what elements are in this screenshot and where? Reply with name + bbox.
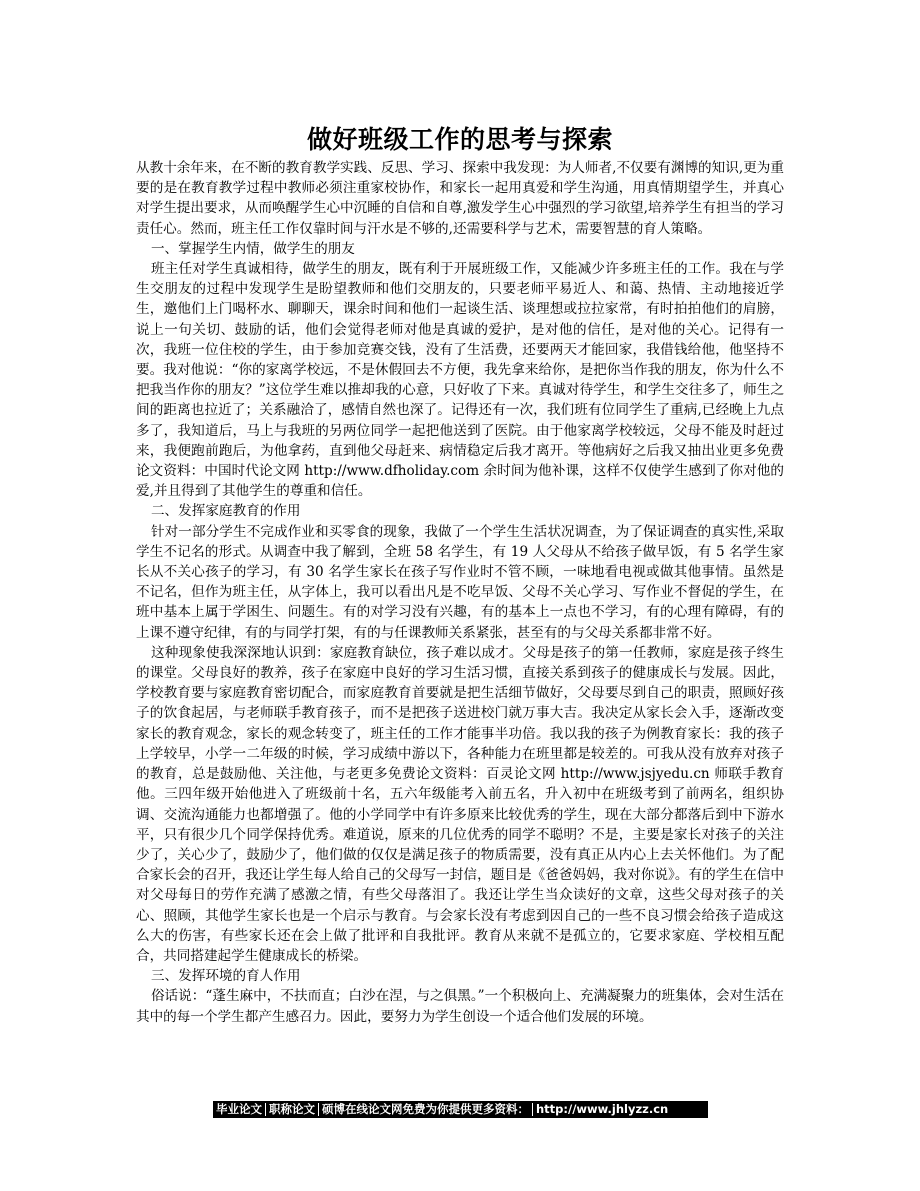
section-heading-1: 一、掌握学生内情，做学生的朋友: [150, 240, 355, 257]
footer-banner[interactable]: [213, 1101, 708, 1118]
document-body: [136, 158, 784, 1027]
footer-promo-text: 硕博在线论文网免费为你提供更多资料：: [322, 1102, 529, 1116]
footer-link-title-paper[interactable]: 职称论文: [269, 1102, 315, 1116]
footer-link-graduation-paper[interactable]: 毕业论文: [216, 1102, 262, 1116]
document-page: [136, 124, 784, 1027]
section-2-paragraph-1: 针对一部分学生不完成作业和买零食的现象，我做了一个学生生活状况调查，为了保证调查的真实性,采取学生不记名的形式。从调查中我了解到，全班 58 名学生，有 19 人父母从不给孩子做早饭，有 5 名学生家长从不关心孩子的学习，有 30 名学生家长在孩子写作业时不管不顾，一味地看电视或做其他事情。虽然是不记名，但作为班主任，从字体上，我可以看出凡是不吃早饭、父母不关心学习、写作业不督促的学生，在班中基本上属于学困生、问题生。有的对学习没有兴趣，有的基本上一点也不学习，有的心理有障碍，有的上课不遵守纪律，有的与同学打架，有的与任课教师关系紧张，甚至有的与父母关系都非常不好。: [136, 523, 784, 641]
footer-separator: [532, 1103, 533, 1116]
section-3-paragraph: 俗话说：“蓬生麻中，不扶而直；白沙在涅，与之俱黑。”一个积极向上、充满凝聚力的班集体，会对生活在其中的每一个学生都产生感召力。因此，要努力为学生创设一个适合他们发展的环境。: [136, 988, 784, 1025]
section-1-paragraph: 班主任对学生真诚相待，做学生的朋友，既有利于开展班级工作，又能减少许多班主任的工作。我在与学生交朋友的过程中发现学生是盼望教师和他们交朋友的，只要老师平易近人、和蔼、热情、主动地接近学生，邀他们上门喝杯水、聊聊天，课余时间和他们一起谈生活、谈理想或拉拉家常，有时拍拍他们的肩膀，说上一句关切、鼓励的话，他们会觉得老师对他是真诚的爱护，是对他的信任，是对他的关心。记得有一次，我班一位住校的学生，由于参加竞赛交钱，没有了生活费，还要两天才能回家，我借钱给他，他坚持不要。我对他说：“你的家离学校远，不是休假回去不方便，我先拿来给你，是把你当作我的朋友，你为什么不把我当作你的朋友？”这位学生难以推却我的心意，只好收了下来。真诚对待学生，和学生交往多了，师生之间的距离也拉近了；关系融洽了，感情自然也深了。记得还有一次，我们班有位同学生了重病,已经晚上九点多了，我知道后，马上与我班的另两位同学一起把他送到了医院。由于他家离学校较远，父母不能及时赶过来，我便跑前跑后，为他拿药，直到他父母赶来、病情稳定后我才离开。等他病好之后我又抽出业更多免费论文资料：中国时代论文网 http://www.dfholiday.com 余时间为他补课，这样不仅使学生感到了你对他的爱,并且得到了其他学生的尊重和信任。: [136, 261, 784, 500]
section-heading-3: 三、发挥环境的育人作用: [150, 968, 301, 985]
section-2-paragraph-2: 这种现象使我深深地认识到：家庭教育缺位，孩子难以成才。父母是孩子的第一任教师，家庭是孩子终生的课堂。父母良好的教养，孩子在家庭中良好的学习生活习惯，直接关系到孩子的健康成长与发展。因此，学校教育要与家庭教育密切配合，而家庭教育首要就是把生活细节做好，父母要尽到自己的职责，照顾好孩子的饮食起居，与老师联手教育孩子，而不是把孩子送进校门就万事大吉。我决定从家长会入手，逐渐改变家长的教育观念，家长的观念转变了，班主任的工作才能事半功倍。我以我的孩子为例教育家长：我的孩子上学较早，小学一二年级的时候，学习成绩中游以下，各种能力在班里都是较差的。可我从没有放弃对孩子的教育，总是鼓励他、关注他，与老更多免费论文资料：百灵论文网 http://www.jsjyedu.cn 师联手教育他。三四年级开始他进入了班级前十名，五六年级能考入前五名，升入初中在班级考到了前两名，组织协调、交流沟通能力也都增强了。他的小学同学中有许多原来比较优秀的学生，现在大部分都落后到中下游水平，只有很少几个同学保持优秀。难道说，原来的几位优秀的同学不聪明？不是，主要是家长对孩子的关注少了，关心少了，鼓励少了，他们做的仅仅是满足孩子的物质需要，没有真正从内心上去关怀他们。为了配合家长会的召开，我还让学生每人给自己的父母写一封信，题目是《爸爸妈妈，我对你说》。有的学生在信中对父母每日的劳作充满了感激之情，有些父母落泪了。我还让学生当众读好的文章，这些父母对孩子的关心、照顾，其他学生家长也是一个启示与教育。与会家长没有考虑到因自己的一些不良习惯会给孩子造成这么大的伤害，有些家长还在会上做了批评和自我批评。教育从来就不是孤立的，它要求家庭、学校相互配合，共同搭建起学生健康成长的桥梁。: [136, 644, 784, 964]
intro-paragraph: 从教十余年来，在不断的教育教学实践、反思、学习、探索中我发现：为人师者,不仅要有渊博的知识,更为重要的是在教育教学过程中教师必须注重家校协作，和家长一起用真爱和学生沟通，用真情期望学生，并真心对学生提出要求，从而唤醒学生心中沉睡的自信和自尊,激发学生心中强烈的学习欲望,培养学生有担当的学习责任心。然而，班主任工作仅靠时间与汗水是不够的,还需要科学与艺术，需要智慧的育人策略。: [136, 160, 784, 237]
document-title: 做好班级工作的思考与探索: [306, 125, 613, 154]
footer-separator: [318, 1103, 319, 1116]
footer-separator: [265, 1103, 266, 1116]
footer-url-link[interactable]: http://www.jhlyzz.cn: [536, 1102, 669, 1116]
section-heading-2: 二、发挥家庭教育的作用: [150, 503, 301, 520]
